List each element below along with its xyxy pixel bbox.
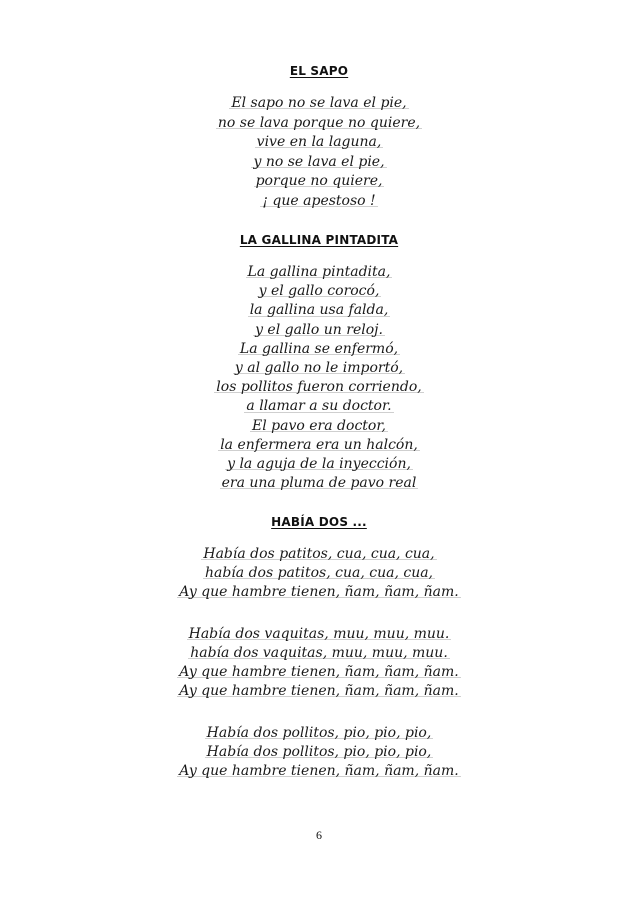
poem-line: La gallina pintadita, — [247, 264, 391, 280]
poem-stanza-patitos — [0, 545, 638, 602]
poem-line: El sapo no se lava el pie, — [231, 95, 407, 111]
poem-line: Ay que hambre tienen, ñam, ñam, ñam. — [179, 763, 459, 779]
poem-line: y no se lava el pie, — [253, 153, 385, 170]
poem-line: Ay que hambre tienen, ñam, ñam, ñam. — [179, 683, 459, 699]
poem-line: vive en la laguna, — [256, 134, 382, 150]
poem-line: Había dos pollitos, pio, pio, pio, — [206, 744, 432, 760]
poem-line: la gallina usa falda, — [249, 302, 389, 319]
poem-line: ¡ que apestoso ! — [262, 192, 376, 209]
poem-line: Ay que hambre tienen, ñam, ñam, ñam. — [179, 584, 459, 600]
poem-line: los pollitos fueron corriendo, — [216, 379, 422, 396]
poem-stanza-vaquitas — [0, 625, 638, 701]
poem-line: Ay que hambre tienen, ñam, ñam, ñam. — [179, 664, 459, 680]
poem-line: y al gallo no le importó, — [234, 360, 404, 377]
poem-stanza-la-gallina — [0, 263, 638, 493]
poem-title-la-gallina-pintadita: LA GALLINA PINTADITA — [239, 233, 399, 247]
poem-line: Había dos vaquitas, muu, muu, muu. — [188, 626, 450, 642]
poem-line: La gallina se enfermó, — [239, 340, 399, 357]
poem-line: había dos patitos, cua, cua, cua, — [204, 565, 434, 581]
page-number: 6 — [316, 828, 322, 842]
poem-line: porque no quiere, — [255, 173, 383, 189]
poem-line: la enfermera era un halcón, — [220, 436, 418, 453]
poem-line: y la aguja de la inyección, — [227, 456, 411, 473]
poem-line: era una pluma de pavo real — [221, 475, 417, 492]
poem-line: y el gallo un reloj. — [255, 321, 383, 338]
poem-stanza-el-sapo — [0, 94, 638, 211]
poem-line: había dos vaquitas, muu, muu, muu. — [190, 645, 448, 661]
poem-line: El pavo era doctor, — [252, 417, 386, 434]
poem-line: y el gallo corocó, — [258, 283, 380, 300]
poem-line: no se lava porque no quiere, — [217, 114, 421, 131]
poem-line: a llamar a su doctor. — [246, 398, 392, 415]
poem-title-el-sapo: EL SAPO — [289, 64, 349, 78]
poem-stanza-pollitos — [0, 724, 638, 781]
poem-line: Había dos patitos, cua, cua, cua, — [203, 546, 435, 562]
poem-line: Había dos pollitos, pio, pio, pio, — [206, 725, 432, 741]
poem-title-habia-dos: HABÍA DOS ... — [271, 515, 367, 529]
